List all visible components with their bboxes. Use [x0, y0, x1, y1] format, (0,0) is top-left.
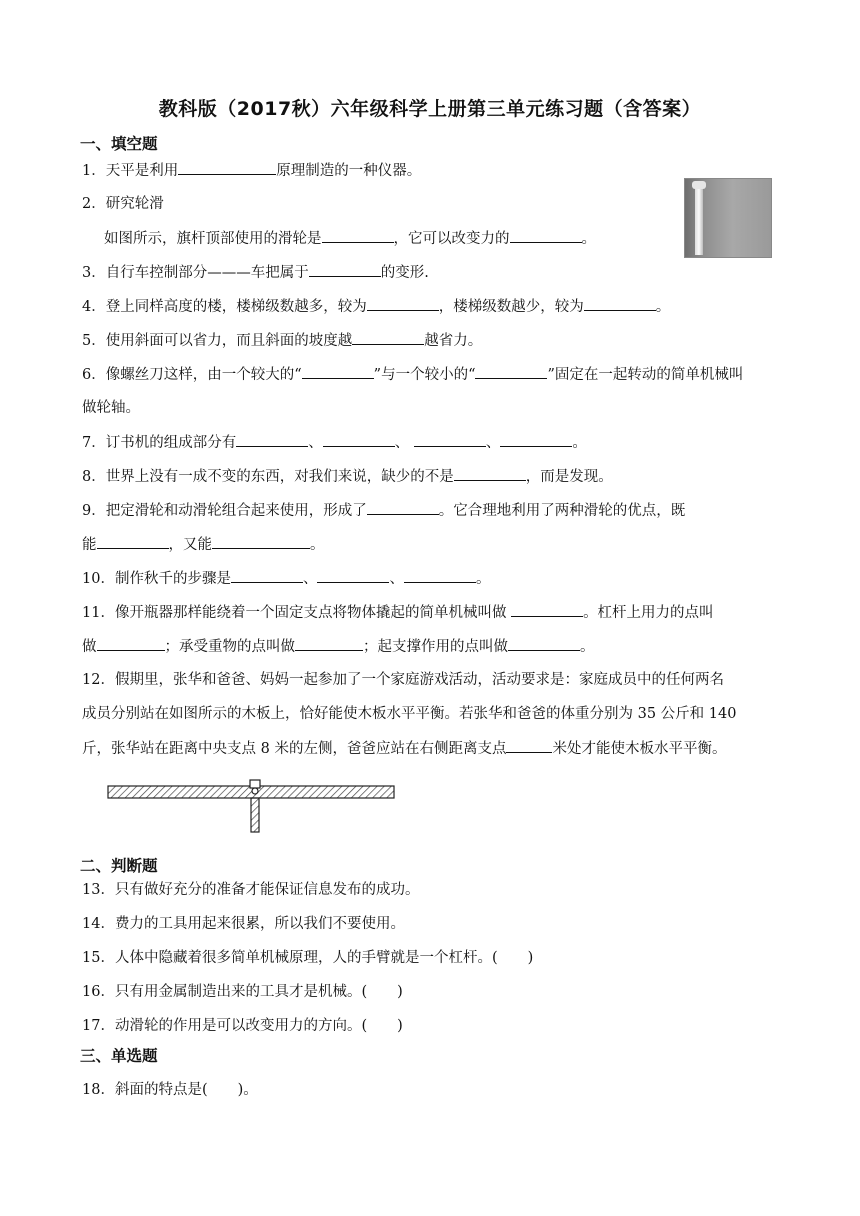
question-text: 做轮轴。	[82, 400, 140, 416]
question-8	[82, 466, 613, 487]
question-text: ；承受重物的点叫做	[164, 639, 295, 655]
question-number: 18．	[82, 1082, 115, 1098]
question-number: 5．	[82, 333, 106, 349]
question-text: ，又能	[168, 537, 212, 553]
seesaw-pivot-bracket	[250, 780, 260, 788]
question-12-cont-2	[82, 738, 726, 759]
question-text: 只有做好充分的准备才能保证信息发布的成功。	[114, 882, 420, 898]
question-text: 。杠杆上用力的点叫	[583, 605, 714, 621]
answer-blank[interactable]	[317, 568, 389, 583]
question-text: ，而是发现。	[525, 469, 613, 485]
question-text: 米处才能使木板水平平衡。	[552, 741, 727, 757]
question-text: 成员分别站在如图所示的木板上，恰好能使木板水平平衡。若张华和爸爸的体重分别为 35 公斤和 140	[82, 706, 737, 722]
question-14	[82, 914, 405, 934]
question-text: 世界上没有一成不变的东西，对我们来说，缺少的不是	[105, 469, 454, 485]
question-16	[82, 982, 403, 1002]
answer-blank[interactable]	[212, 534, 310, 549]
question-number: 13．	[82, 882, 115, 898]
answer-blank[interactable]	[508, 636, 580, 651]
question-number: 7．	[82, 435, 106, 451]
flagpole-pulley-photo	[684, 178, 772, 258]
question-text: ，楼梯级数越少，较为	[438, 299, 584, 315]
question-text: 能	[82, 537, 97, 553]
question-number: 6．	[82, 367, 106, 383]
question-2-detail	[104, 228, 596, 249]
question-number: 1．	[82, 163, 106, 179]
answer-blank[interactable]	[414, 432, 486, 447]
question-text: 登上同样高度的楼，楼梯级数越多，较为	[105, 299, 367, 315]
question-text: )	[527, 950, 534, 966]
question-text: 。	[475, 571, 491, 587]
question-12	[82, 670, 724, 690]
question-text: ，它可以改变力的	[393, 231, 510, 247]
question-5	[82, 330, 482, 351]
question-10	[82, 568, 490, 589]
question-text: ”固定在一起转动的简单机械叫	[547, 367, 744, 383]
section-heading-true-false: 二、判断题	[80, 857, 158, 875]
question-text: 天平是利用	[105, 163, 179, 179]
question-text: 像开瓶器那样能绕着一个固定支点将物体撬起的简单机械叫做	[114, 605, 512, 621]
question-text: 的变形.	[380, 265, 429, 281]
answer-blank[interactable]	[511, 602, 583, 617]
page-title: 教科版（2017秋）六年级科学上册第三单元练习题（含答案）	[158, 98, 702, 120]
question-2	[82, 194, 164, 214]
question-number: 4．	[82, 299, 106, 315]
question-text: 原理制造的一种仪器。	[276, 163, 422, 179]
question-text: 假期里，张华和爸爸、妈妈一起参加了一个家庭游戏活动，活动要求是：家庭成员中的任何两名	[114, 672, 724, 688]
answer-blank[interactable]	[367, 500, 439, 515]
question-3	[82, 262, 429, 283]
answer-blank[interactable]	[97, 534, 169, 549]
flagpole-shape	[695, 185, 703, 255]
answer-blank[interactable]	[500, 432, 572, 447]
question-number: 11．	[82, 605, 115, 621]
question-text: 斤，张华站在距离中央支点 8 米的左侧，爸爸应站在右侧距离支点	[82, 741, 507, 757]
question-4	[82, 296, 670, 317]
question-number: 15．	[82, 950, 115, 966]
answer-blank[interactable]	[454, 466, 526, 481]
separator: 、	[485, 435, 501, 451]
question-text: 。	[310, 537, 325, 553]
question-number: 2．	[82, 196, 106, 212]
answer-blank[interactable]	[506, 738, 552, 753]
question-text: 自行车控制部分———车把属于	[105, 265, 309, 281]
question-18	[82, 1080, 258, 1100]
question-9-cont	[82, 534, 325, 555]
question-text: 如图所示，旗杆顶部使用的滑轮是	[104, 231, 322, 247]
question-number: 16．	[82, 984, 115, 1000]
question-text: 。	[572, 435, 587, 451]
question-number: 10．	[82, 571, 115, 587]
separator: 、	[308, 435, 323, 451]
question-17	[82, 1016, 403, 1036]
question-text: 把定滑轮和动滑轮组合起来使用，形成了	[105, 503, 367, 519]
answer-blank[interactable]	[352, 330, 424, 345]
answer-blank[interactable]	[322, 228, 394, 243]
question-number: 17．	[82, 1018, 115, 1034]
answer-blank[interactable]	[97, 636, 165, 651]
question-text: 。	[655, 299, 671, 315]
seesaw-support-post	[251, 798, 259, 832]
separator: 、	[394, 435, 414, 451]
question-15	[82, 948, 533, 968]
question-9	[82, 500, 685, 521]
seesaw-diagram	[104, 776, 400, 834]
question-text: ”与一个较小的“	[373, 367, 476, 383]
seesaw-fulcrum	[252, 788, 258, 794]
answer-blank[interactable]	[367, 296, 439, 311]
answer-blank[interactable]	[475, 364, 547, 379]
question-number: 9．	[82, 503, 106, 519]
question-text: )	[397, 1018, 403, 1034]
question-text: 越省力。	[424, 333, 483, 349]
question-6	[82, 364, 743, 385]
question-text: 费力的工具用起来很累，所以我们不要使用。	[114, 916, 405, 932]
answer-blank[interactable]	[584, 296, 656, 311]
question-text: 做	[82, 639, 97, 655]
pulley-shape	[692, 181, 706, 189]
answer-blank[interactable]	[295, 636, 363, 651]
question-text: )	[397, 984, 403, 1000]
question-1	[82, 160, 421, 181]
answer-blank[interactable]	[323, 432, 395, 447]
separator: 、	[389, 571, 404, 587]
question-text: )。	[237, 1082, 258, 1098]
question-number: 3．	[82, 265, 106, 281]
question-text: 。	[581, 231, 596, 247]
answer-blank[interactable]	[510, 228, 582, 243]
question-text: 研究轮滑	[105, 196, 164, 212]
question-text: 像螺丝刀这样，由一个较大的“	[105, 367, 302, 383]
question-text: 。它合理地利用了两种滑轮的优点，既	[438, 503, 686, 519]
separator: 、	[302, 571, 318, 587]
question-text: 人体中隐藏着很多简单机械原理，人的手臂就是一个杠杆。(	[114, 950, 498, 966]
answer-blank[interactable]	[302, 364, 374, 379]
question-text: 斜面的特点是(	[114, 1082, 208, 1098]
question-text: 只有用金属制造出来的工具才是机械。(	[114, 984, 368, 1000]
question-11	[82, 602, 714, 623]
question-6-cont	[82, 398, 140, 418]
question-text: ；起支撑作用的点叫做	[363, 639, 508, 655]
answer-blank[interactable]	[309, 262, 381, 277]
answer-blank[interactable]	[404, 568, 476, 583]
answer-blank[interactable]	[231, 568, 303, 583]
question-7	[82, 432, 587, 453]
question-text: 。	[580, 639, 595, 655]
section-heading-single-choice: 三、单选题	[80, 1047, 158, 1065]
answer-blank[interactable]	[178, 160, 276, 175]
question-13	[82, 880, 419, 900]
question-number: 12．	[82, 672, 115, 688]
question-number: 14．	[82, 916, 115, 932]
question-11-cont	[82, 636, 595, 657]
question-text: 订书机的组成部分有	[105, 435, 237, 451]
question-12-cont-1	[82, 704, 736, 724]
answer-blank[interactable]	[236, 432, 308, 447]
question-text: 使用斜面可以省力，而且斜面的坡度越	[105, 333, 353, 349]
question-text: 动滑轮的作用是可以改变用力的方向。(	[114, 1018, 368, 1034]
section-heading-fill-blank: 一、填空题	[80, 135, 158, 153]
question-number: 8．	[82, 469, 106, 485]
question-text: 制作秋千的步骤是	[114, 571, 231, 587]
